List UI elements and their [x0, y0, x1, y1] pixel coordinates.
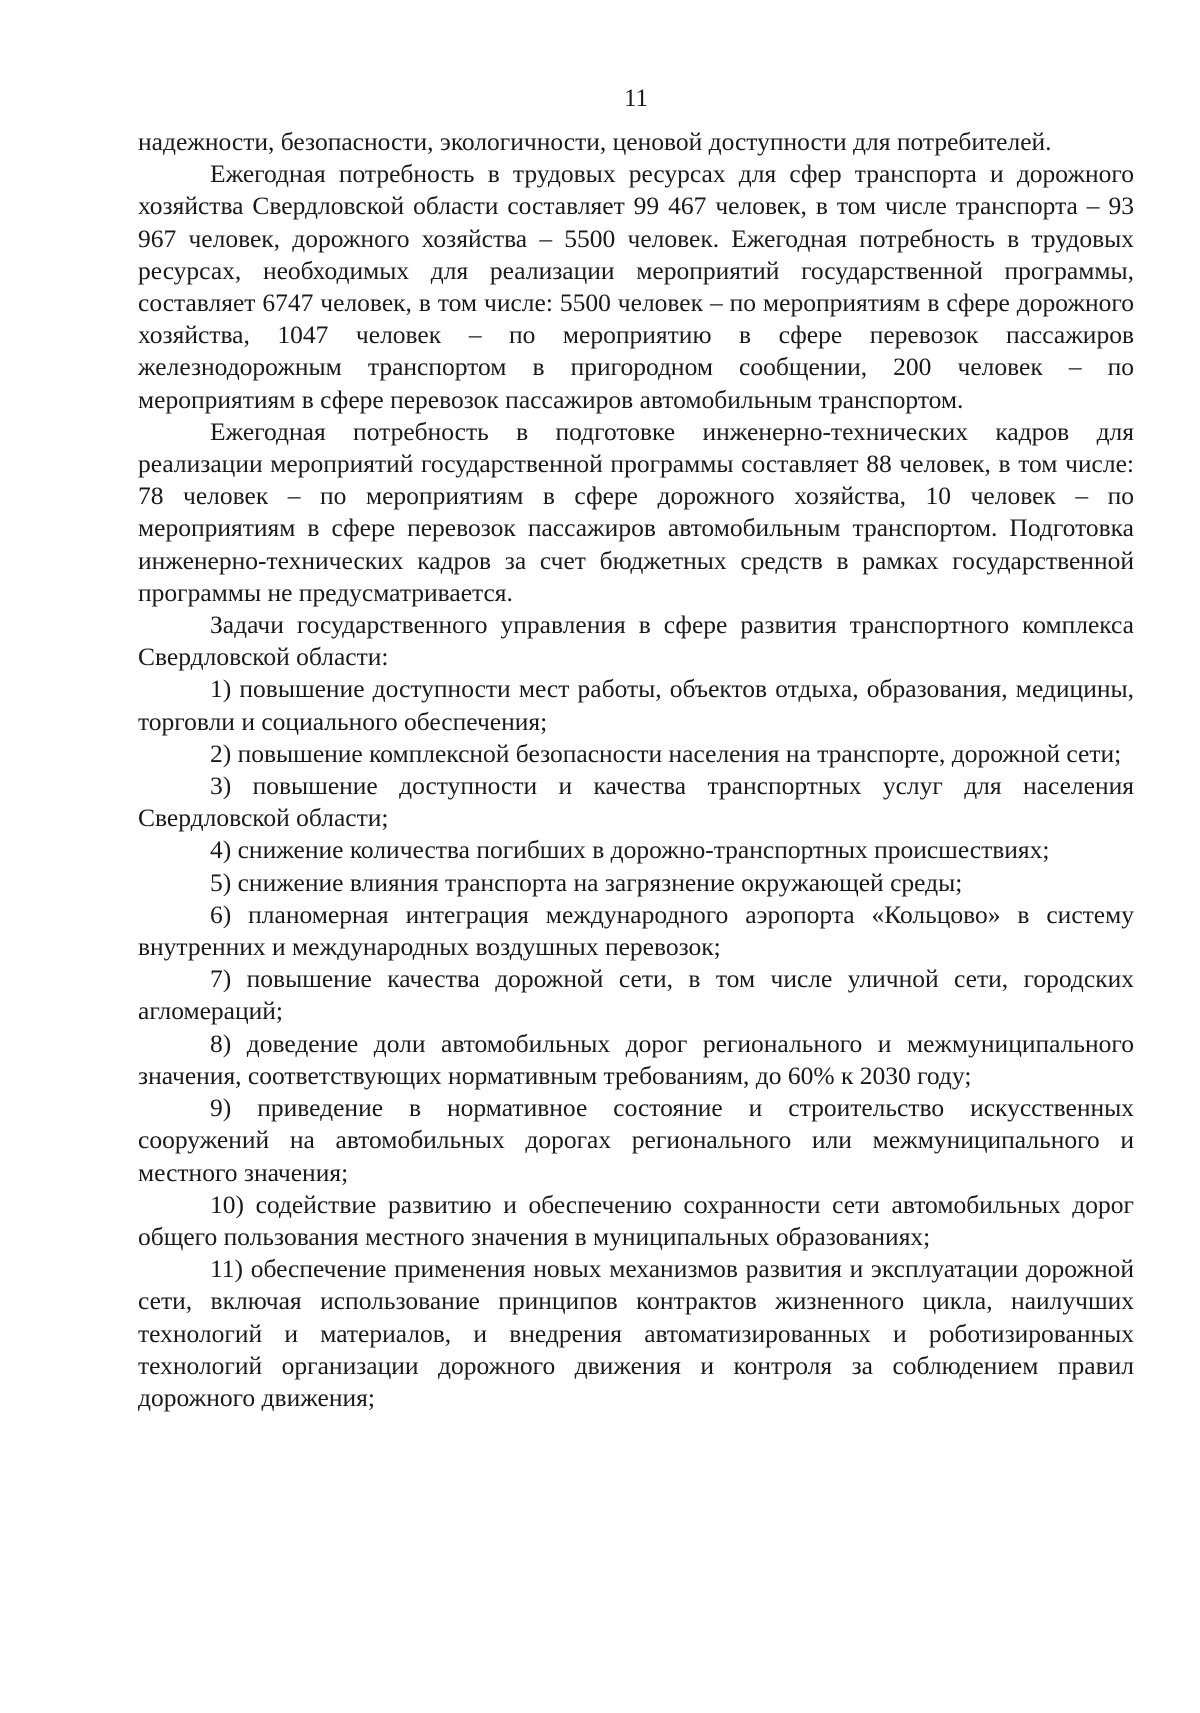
paragraph-tasks-intro: Задачи государственного управления в сфере развития транспортного комплекса Свердловской области: [138, 610, 1134, 672]
paragraph-engineering-staff: Ежегодная потребность в подготовке инженерно-технических кадров для реализации мероприятий государственной программы составляет 88 человек, в том числе: 78 человек – по мероприятиям в сфере дорожного хозяйства, 10 человек – по мероприятиям в сфере перевозок пассажиров автомобильным транспортом. Подготовка инженерно-технических кадров за счет бюджетных средств в рамках государственной программы не предусматривается. [138, 416, 1134, 607]
page-number: 11 [623, 85, 649, 112]
paragraph-continuation: надежности, безопасности, экологичности, ценовой доступности для потребителей. [138, 127, 1052, 156]
task-item-6: 6) планомерная интеграция международного аэропорта «Кольцово» в систему внутренних и международных воздушных перевозок; [138, 899, 1134, 962]
task-item-9: 9) приведение в нормативное состояние и строительство искусственных сооружений на автомобильных дорогах регионального или межмуниципального и местного значения; [138, 1093, 1134, 1187]
task-item-2: 2) повышение комплексной безопасности населения на транспорте, дорожной сети; [210, 738, 1122, 768]
paragraph-labor-resources: Ежегодная потребность в трудовых ресурсах для сфер транспорта и дорожного хозяйства Свердловской области составляет 99 467 человек, в том числе транспорта – 93 967 человек, дорожного хозяйства – 5500 человек. Ежегодная потребность в трудовых ресурсах, необходимых для реализации мероприятий государственной программы, составляет 6747 человек, в том числе: 5500 человек – по мероприятиям в сфере дорожного хозяйства, 1047 человек – по мероприятию в сфере перевозок пассажиров железнодорожным транспортом в пригородном сообщении, 200 человек – по мероприятиям в сфере перевозок пассажиров автомобильным транспортом. [138, 159, 1134, 414]
task-item-4: 4) снижение количества погибших в дорожно-транспортных происшествиях; [210, 835, 1050, 865]
task-item-5: 5) снижение влияния транспорта на загрязнение окружающей среды; [210, 867, 963, 897]
task-item-8: 8) доведение доли автомобильных дорог регионального и межмуниципального значения, соответствующих нормативным требованиям, до 60% к 2030 году; [138, 1028, 1134, 1090]
task-item-3: 3) повышение доступности и качества транспортных услуг для населения Свердловской области; [138, 771, 1134, 833]
task-item-11: 11) обеспечение применения новых механизмов развития и эксплуатации дорожной сети, включая использование принципов контрактов жизненного цикла, наилучших технологий и материалов, и внедрения автоматизированных и роботизированных технологий организации дорожного движения и контроля за соблюдением правил дорожного движения; [138, 1254, 1134, 1412]
task-item-1: 1) повышение доступности мест работы, объектов отдыха, образования, медицины, торговли и социального обеспечения; [138, 674, 1134, 736]
document-body [138, 126, 1134, 1414]
task-item-7: 7) повышение качества дорожной сети, в том числе уличной сети, городских агломераций; [138, 964, 1134, 1026]
task-item-10: 10) содействие развитию и обеспечению сохранности сети автомобильных дорог общего пользования местного значения в муниципальных образованиях; [138, 1189, 1134, 1251]
